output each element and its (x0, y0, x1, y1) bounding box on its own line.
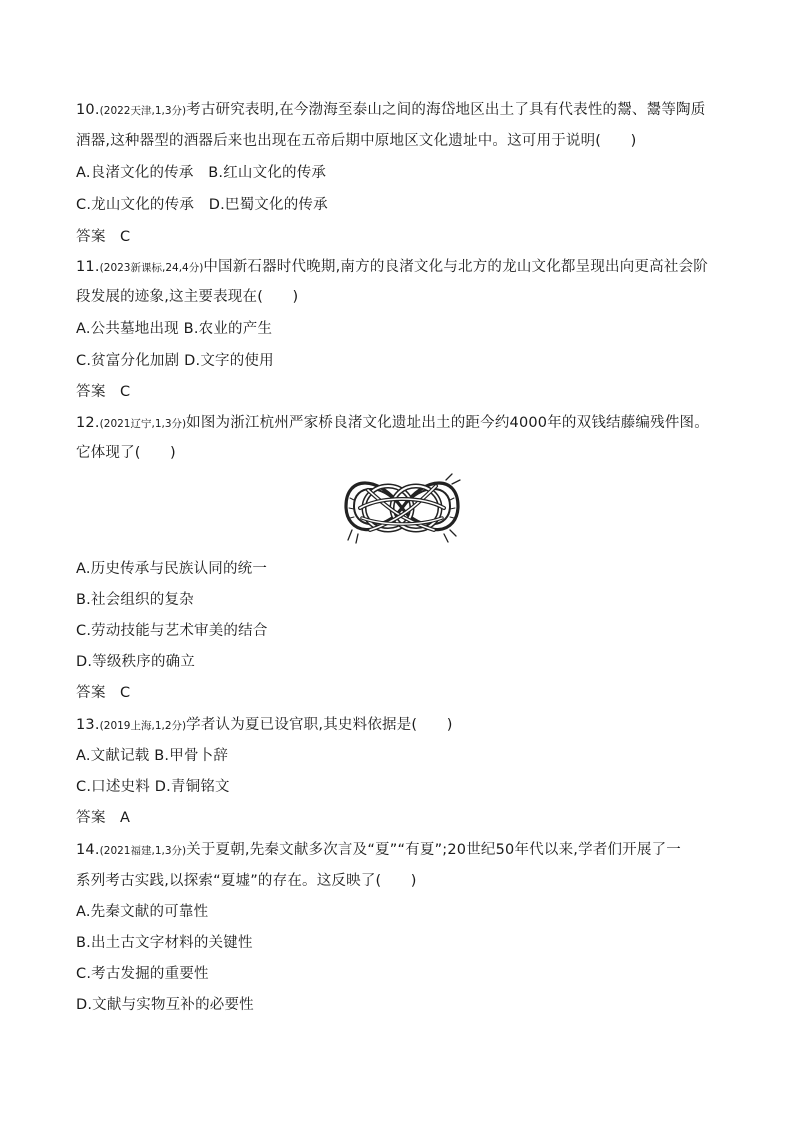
question-12-stem-line1: 12.(2021辽宁,1,3分)如图为浙江杭州严家桥良渚文化遗址出土的距今约4000年的双钱结藤编残件图。 (76, 415, 709, 431)
question-13-stem-line1: 13.(2019上海,1,2分)学者认为夏已设官职,其史料依据是( ) (76, 717, 453, 733)
question-12-option-a: A.历史传承与民族认同的统一 (76, 561, 268, 577)
question-11-options-line2: C.贫富分化加剧 D.文字的使用 (76, 353, 274, 369)
question-source: (2021福建,1,3分) (99, 845, 187, 857)
question-10-stem-line2: 酒器,这种器型的酒器后来也出现在五帝后期中原地区文化遗址中。这可用于说明( ) (76, 133, 637, 149)
question-12-option-c: C.劳动技能与艺术审美的结合 (76, 623, 268, 639)
question-10-options-line2: C.龙山文化的传承 D.巴蜀文化的传承 (76, 197, 328, 213)
question-10-answer: 答案 C (76, 229, 131, 245)
double-coin-knot-rattan-image (338, 468, 466, 548)
question-14-option-c: C.考古发掘的重要性 (76, 966, 209, 982)
question-10-stem-line1: 10.(2022天津,1,3分)考古研究表明,在今渤海至泰山之间的海岱地区出土了具有代表性的鬶、鬹等陶质 (76, 102, 706, 118)
question-14-stem-line2: 系列考古实践,以探索“夏墟”的存在。这反映了( ) (76, 873, 417, 889)
question-12-answer: 答案 C (76, 685, 131, 701)
question-12-stem-line2: 它体现了( ) (76, 445, 176, 461)
question-12-option-d: D.等级秩序的确立 (76, 654, 196, 670)
question-14-option-a: A.先秦文献的可靠性 (76, 904, 209, 920)
question-14-stem-line1: 14.(2021福建,1,3分)关于夏朝,先秦文献多次言及“夏”“有夏”;20世纪50年代以来,学者们开展了一 (76, 842, 681, 858)
question-source: (2019上海,1,2分) (99, 720, 187, 732)
question-14-option-d: D.文献与实物互补的必要性 (76, 997, 254, 1013)
question-13-options-line2: C.口述史料 D.青铜铭文 (76, 779, 230, 795)
question-11-stem-line2: 段发展的迹象,这主要表现在( ) (76, 289, 299, 305)
question-13-options-line1: A.文献记载 B.甲骨卜辞 (76, 748, 229, 764)
question-11-stem-line1: 11.(2023新课标,24,4分)中国新石器时代晚期,南方的良渚文化与北方的龙山文化都呈现出向更高社会阶 (76, 259, 708, 275)
question-13-answer: 答案 A (76, 810, 131, 826)
question-11-answer: 答案 C (76, 384, 131, 400)
question-source: (2022天津,1,3分) (99, 105, 187, 117)
question-source: (2021辽宁,1,3分) (99, 418, 187, 430)
question-11-options-line1: A.公共墓地出现 B.农业的产生 (76, 321, 273, 337)
question-source: (2023新课标,24,4分) (99, 262, 204, 274)
question-10-options-line1: A.良渚文化的传承 B.红山文化的传承 (76, 165, 327, 181)
question-12-option-b: B.社会组织的复杂 (76, 592, 194, 608)
question-14-option-b: B.出土古文字材料的关键性 (76, 935, 253, 951)
